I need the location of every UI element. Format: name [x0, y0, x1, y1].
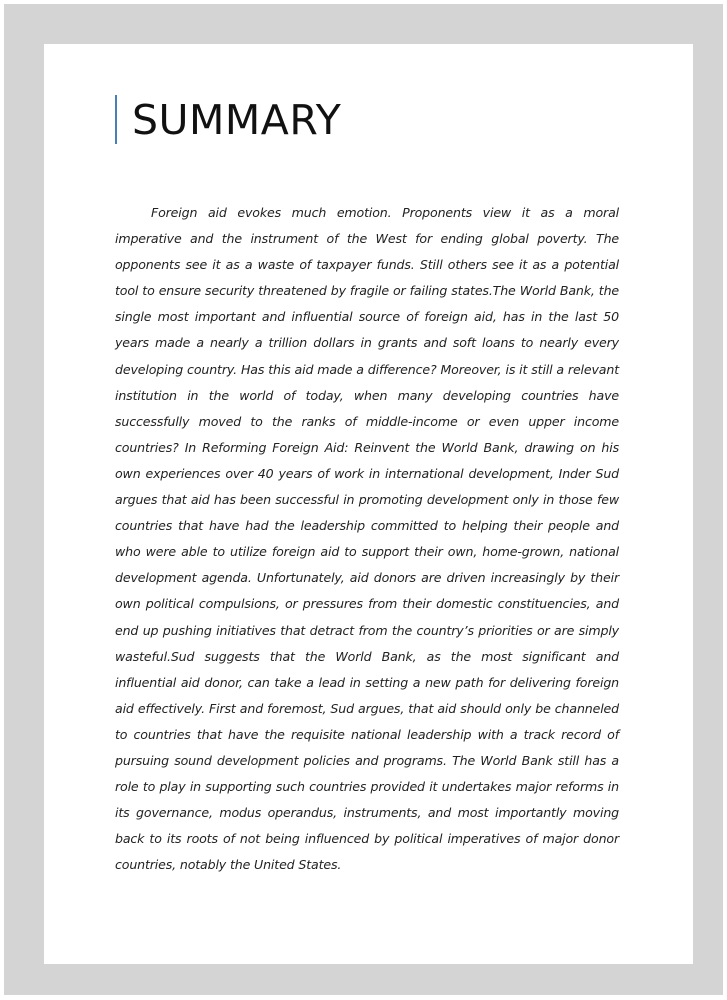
heading-accent-bar [115, 95, 117, 144]
summary-paragraph: Foreign aid evokes much emotion. Proponents view it as a moral imperative and the instrument of the West for ending global poverty. The opponents see it as a waste of taxpayer funds. Still others see it as a potential tool to ensure security threatened by fragile or failing states.The World Bank, the single most important and influential source of foreign aid, has in the last 50 years made a nearly a trillion dollars in grants and soft loans to nearly every developing country. Has this aid made a difference? Moreover, is it still a relevant institution in the world of today, when many developing countries have successfully moved to the ranks of middle-income or even upper income countries? In Reforming Foreign Aid: Reinvent the World Bank, drawing on his own experiences over 40 years of work in international development, Inder Sud argues that aid has been successful in promoting development only in those few countries that have had the leadership committed to helping their people and who were able to utilize foreign aid to support their own, home-grown, national development agenda. Unfortunately, aid donors are driven increasingly by their own political compulsions, or pressures from their domestic constituencies, and end up pushing initiatives that detract from the country’s priorities or are simply wasteful.Sud suggests that the World Bank, as the most significant and influential aid donor, can take a lead in setting a new path for delivering foreign aid effectively. First and foremost, Sud argues, that aid should only be channeled to countries that have the requisite national leadership with a track record of pursuing sound development policies and programs. The World Bank still has a role to play in supporting such countries provided it undertakes major reforms in its governance, modus operandus, instruments, and most importantly moving back to its roots of not being influenced by political imperatives of major donor countries, notably the United States. [115, 205, 619, 873]
document-page [44, 44, 693, 964]
page-background [4, 4, 723, 995]
page-title: SUMMARY [132, 96, 342, 144]
